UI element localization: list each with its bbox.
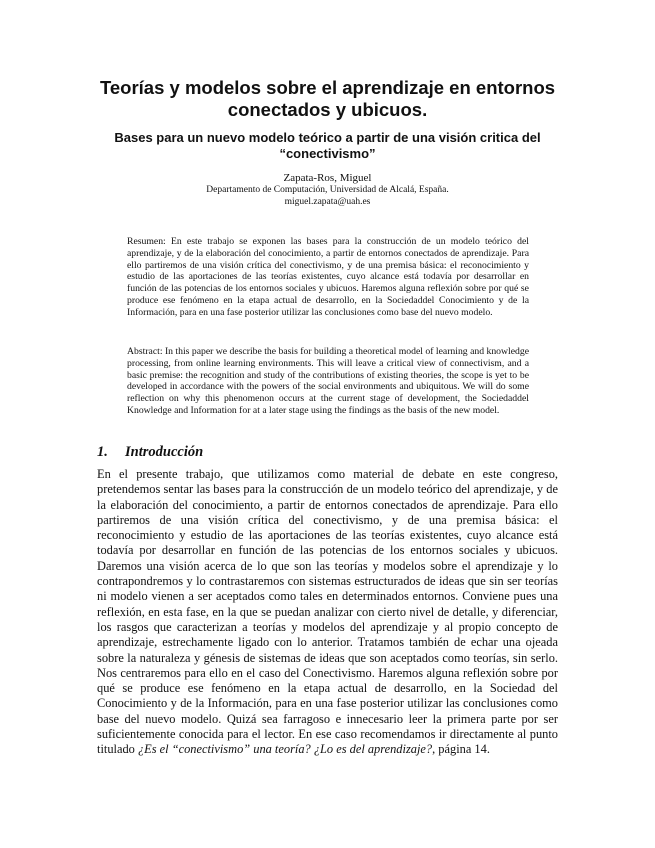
section-heading	[97, 443, 203, 461]
section-number: 1.	[97, 444, 108, 460]
section-reference-link[interactable]: ¿Es el “conectivismo” una teoría? ¿Lo es del aprendizaje?	[137, 742, 433, 757]
paper-title: Teorías y modelos sobre el aprendizaje en entornos conectados y ubicuos.	[99, 77, 556, 120]
author-email: miguel.zapata@uah.es	[284, 197, 371, 207]
section-body	[97, 467, 558, 758]
section-body-end: , página 14.	[432, 742, 490, 757]
abstract-english: Abstract: In this paper we describe the basis for building a theoretical model of learning and knowledge processing, from online learning environments. This will leave a critical view of connectivism, and a basic premise: the recognition and study of the contributions of existing theories, the scope is yet to be developed in accordance with the powers of the social environments and ubiquitous. We will do some reflection on why this phenomenon occurs at the current stage of development, the Sociedaddel Knowledge and Information for at a later stage using the findings as the basis of the new model.	[127, 346, 529, 416]
paper-subtitle: Bases para un nuevo modelo teórico a partir de una visión critica del “conectivismo”	[114, 130, 541, 161]
author-affiliation: Departamento de Computación, Universidad de Alcalá, España.	[206, 185, 449, 195]
author-name: Zapata-Ros, Miguel	[283, 172, 372, 184]
abstract-spanish: Resumen: En este trabajo se exponen las bases para la construcción de un modelo teórico del aprendizaje, y de la elaboración del conocimiento, a partir de entornos conectados de aprendizaje. Para ello partiremos de una visión crítica del conectivismo, y de una premisa básica: el reconocimiento y estudio de las aportaciones de las teorías existentes, cuyo alcance está todavía por desarrollar en función de las potencias de los entornos sociales y ubicuos. Haremos alguna reflexión sobre por qué se produce ese fenómeno en la etapa actual de desarrollo, en la Sociedaddel Conocimiento y de la Información, para en una fase posterior utilizar las conclusiones como base del nuevo modelo.	[127, 236, 529, 318]
section-title: Introducción	[125, 444, 204, 460]
section-body-text: En el presente trabajo, que utilizamos como material de debate en este congreso, pretendemos sentar las bases para la construcción de un modelo teórico del aprendizaje, y de la elaboración del conocimiento, a partir de entornos conectados de aprendizaje. Para ello partiremos de una visión crítica del conectivismo, y de una premisa básica: el reconocimiento y estudio de las aportaciones de las teorías existentes, cuyo alcance está todavía por desarrollar en función de las potencias de los entornos sociales y ubicuos. Daremos una visión acerca de lo que son las teorías y modelos sobre el aprendizaje y lo contrapondremos y lo contrastaremos con sistemas estructurados de ideas que sin ser teorías ni modelo vienen a ser aceptados como tales en determinados entornos. Conviene pues una reflexión, en esta fase, en la que se puedan analizar con cierto nivel de detalle, y diferenciar, los rasgos que caracterizan a teorías y modelos del aprendizaje y al propio concepto de aprendizaje, estrechamente ligado con lo anterior. Tratamos también de echar una ojeada sobre la naturaleza y génesis de sistemas de ideas que son aceptados como teorías, sin serlo. Nos centraremos para ello en el caso del Conectivismo. Haremos alguna reflexión sobre por qué se produce ese fenómeno en la etapa actual de desarrollo, en la Sociedad del Conocimiento y de la Información, para en una fase posterior utilizar las conclusiones como base del nuevo modelo. Quizá sea farragoso e innecesario leer la primera parte por ser suficientemente conocida para el lector. En ese caso recomendamos ir directamente al punto titulado	[97, 467, 558, 757]
